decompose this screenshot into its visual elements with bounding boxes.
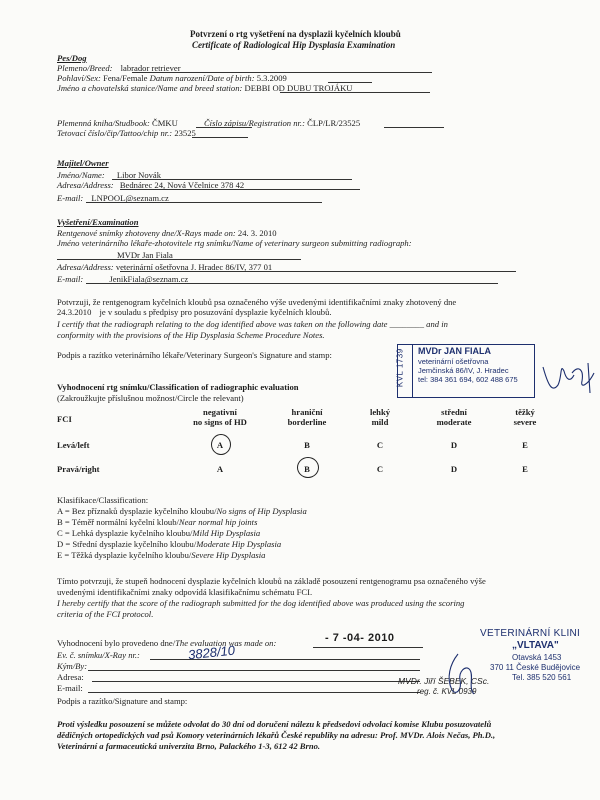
left-grade-circle [211, 434, 231, 455]
confirm-en-line1: I certify that the radiograph relating to the dog identified above was taken on the following date ________ and in [57, 319, 448, 329]
studbook-label: Plemenná kniha/Studbook: [57, 118, 150, 128]
right-grade-circle [297, 457, 319, 478]
xray-date-row [57, 228, 277, 238]
breed-value: labrador retriever [120, 63, 181, 73]
stamp-body [418, 346, 518, 384]
vet-name: MVDr Jan Fiala [117, 250, 173, 260]
tattoo-value: 23525 [174, 128, 196, 138]
bottom-email-line [88, 692, 420, 693]
reg-line [384, 127, 444, 128]
stamp-line4: tel: 384 361 694, 602 488 675 [418, 374, 518, 384]
classification-b: B = Téměř normální kyčelní kloub/Near normal hip joints [57, 517, 258, 527]
stamp-line2: veterinární ošetřovna [418, 356, 489, 366]
stamp-side [395, 345, 413, 397]
fci-label: FCI [57, 414, 72, 424]
xray-nr-line [150, 659, 420, 660]
footer-line1: Proti výsledku posouzení se můžete odvolat do 30 dní od doručení nálezu k předsedovi odvolací komise Klubu posuzovatelů [57, 719, 492, 729]
xray-date-value: 24. 3. 2010 [237, 228, 277, 238]
bottom-signature-scribble [440, 650, 480, 700]
tattoo-line [192, 137, 248, 138]
col-severe: těžký severe [513, 407, 537, 428]
exam-address-label: Adresa/Address: [57, 262, 114, 272]
left-grade-e: E [522, 440, 528, 450]
exam-address-value: veterinární ošetřovna J. Hradec 86/IV, 377 01 [115, 262, 273, 272]
right-grade-b: B [304, 464, 310, 474]
bottom-address-label: Adresa: [57, 672, 84, 682]
studbook-line [196, 127, 252, 128]
clinic-line3: Otavská 1453 [512, 653, 562, 662]
xray-nr-handwritten: 3828/10 [187, 642, 236, 663]
tattoo-label: Tetovací číslo/čip/Tattoo/chip nr.: [57, 128, 173, 138]
title-cz: Potvrzení o rtg vyšetření na dysplazii kyčelních kloubů [190, 29, 401, 39]
dog-name-label: Jméno a chovatelská stanice/Name and breed station: [57, 83, 243, 93]
reg-label: Číslo zápisu/Registration nr.: [203, 118, 305, 128]
certify-en-line1: I hereby certify that the score of the radiograph submitted for the dog identified above was produced using the scoring [57, 598, 465, 608]
owner-email-value: LNPOOL@seznam.cz [91, 193, 169, 203]
stamp-side-text: KVL 1739 [395, 348, 405, 388]
classification-a: A = Bez příznaků dysplazie kyčelního kloubu/No signs of Hip Dysplasia [57, 506, 307, 516]
reg-value: ČLP/LR/23525 [307, 118, 361, 128]
bottom-vet-reg: reg. č. KVL 0939 [417, 687, 477, 696]
dog-heading: Pes/Dog [57, 53, 87, 63]
col-moderate: střední moderate [436, 407, 472, 428]
xray-date-label: Rentgenové snímky zhotoveny dne/X-Rays made on: [57, 228, 236, 238]
tattoo-row [57, 128, 196, 138]
right-grade-e: E [522, 464, 528, 474]
evaluated-date-stamp: - 7 -04- 2010 [325, 632, 395, 644]
owner-email-label: E-mail: [57, 193, 84, 203]
left-grade-d: D [450, 440, 458, 450]
vet-label: Jméno veterinárního lékaře-zhotovitele rtg snímku/Name of veterinary surgeon submitting radiograph: [57, 238, 412, 248]
exam-heading: Vyšetření/Examination [57, 217, 139, 227]
classification-e: E = Těžká dysplazie kyčelního kloubu/Severe Hip Dysplasia [57, 550, 266, 560]
clinic-line1: VETERINÁRNÍ KLINI [480, 628, 581, 639]
vet-name-line [57, 259, 301, 260]
confirm-date: 24.3.2010 [57, 307, 92, 317]
clinic-line5: Tel. 385 520 561 [512, 673, 572, 682]
left-grade-b: B [304, 440, 310, 450]
exam-address-line [120, 271, 516, 272]
eval-subheading: (Zakroužkujte příslušnou možnost/Circle the relevant) [57, 393, 244, 403]
row-left-label: Levá/left [57, 440, 90, 450]
clinic-line4: 370 11 České Budějovice [490, 663, 581, 672]
confirm-cz-row2 [57, 307, 332, 317]
row-right-label: Pravá/right [57, 464, 100, 474]
confirm-cz-line2: je v souladu s předpisy pro posuzování dysplazie kyčelních kloubů. [99, 307, 332, 317]
confirm-cz-line1: Potvrzuji, že rentgenogram kyčelních kloubů psa označeného výše uvedenými identifikačními znaky zhotovený dne [57, 297, 457, 307]
classification-d: D = Střední dysplazie kyčelního kloubu/Moderate Hip Dysplasia [57, 539, 282, 549]
owner-name-label: Jméno/Name: [57, 170, 105, 180]
exam-email-value: JenikFiala@seznam.cz [109, 274, 189, 284]
owner-name-value: Libor Novák [116, 170, 162, 180]
by-line [88, 670, 420, 671]
footer-line2: dědičných ortopedických vad psů Komory veterinárních lékařů České republiky na adresu: Prof. MVDr. Alois Nečas, Ph.D., [57, 730, 496, 740]
sex-value: Fena/Female [103, 73, 148, 83]
owner-email-line [86, 202, 322, 203]
sex-row [57, 73, 287, 83]
by-label: Kým/By: [57, 661, 88, 671]
vet-signature-scribble [538, 355, 600, 397]
stamp-line3: Jemčinská 86/IV, J. Hradec [418, 365, 509, 375]
bottom-vet-name: MVDr. Jiří ŠEBEK, CSc. [398, 676, 490, 686]
right-grade-c: C [376, 464, 384, 474]
col-negative: negativní no signs of HD [193, 407, 247, 428]
col-borderline: hraniční borderline [287, 407, 327, 428]
evaluated-line [313, 647, 423, 648]
clinic-line2: „VLTAVA" [512, 640, 559, 651]
vet-stamp [397, 344, 535, 398]
owner-address-line [120, 189, 360, 190]
bottom-signature-row: Podpis a razítko/Signature and stamp: [57, 696, 188, 706]
left-grade-c: C [376, 440, 384, 450]
dog-name-line [280, 92, 430, 93]
title-en: Certificate of Radiological Hip Dysplasia Examination [192, 40, 396, 50]
dog-name-value: DEBBI OD DUBU TROJÁKU [244, 83, 353, 93]
exam-email-line [86, 283, 498, 284]
owner-address-value: Bednárec 24, Nová Včelnice 378 42 [119, 180, 245, 190]
right-grade-a: A [216, 464, 224, 474]
certify-cz-line2: uvedenými identifikačními znaky odpovídá klasifikačnímu schématu FCI. [57, 587, 313, 597]
owner-address-label: Adresa/Address: [57, 180, 114, 190]
exam-email-label: E-mail: [57, 274, 84, 284]
certify-en-line2: criteria of the FCI protocol. [57, 609, 154, 619]
confirm-en-line2: conformity with the provisions of the Hip Dysplasia Scheme Procedure Notes. [57, 330, 325, 340]
footer-line3: Veterinární a farmaceutická univerzita Brno, Palackého 1-3, 612 42 Brno. [57, 741, 321, 751]
left-grade-a: A [216, 440, 224, 450]
classification-c: C = Lehká dysplazie kyčelního kloubu/Mild Hip Dysplasia [57, 528, 261, 538]
dob-label: Datum narození/Date of birth: [149, 73, 255, 83]
stamp-line1: MVDr JAN FIALA [418, 346, 492, 356]
certify-cz-line1: Tímto potvrzuji, že stupeň hodnocení dysplazie kyčelních kloubů na základě posouzení rentgenogramu psa označeného výše [57, 576, 486, 586]
bottom-email-label: E-mail: [57, 683, 83, 693]
bottom-address-line [92, 681, 420, 682]
vet-signature-label: Podpis a razítko veterinárního lékaře/Veterinary Surgeon's Signature and stamp: [57, 350, 332, 360]
classification-heading: Klasifikace/Classification: [57, 495, 149, 505]
evaluated-row: Vyhodnocení bylo provedeno dne/The evaluation was made on: [57, 638, 277, 648]
dob-value: 5.3.2009 [256, 73, 287, 83]
col-mild: lehký mild [369, 407, 391, 428]
sex-label: Pohlaví/Sex: [57, 73, 101, 83]
breed-label: Plemeno/Breed: [57, 63, 113, 73]
owner-heading: Majitel/Owner [57, 158, 109, 168]
eval-heading: Vyhodnocení rtg snímku/Classification of radiographic evaluation [57, 382, 299, 392]
studbook-value: ČMKU [152, 118, 178, 128]
xray-nr-row: Ev. č. snímku/X-Ray nr.: [57, 650, 140, 660]
right-grade-d: D [450, 464, 458, 474]
